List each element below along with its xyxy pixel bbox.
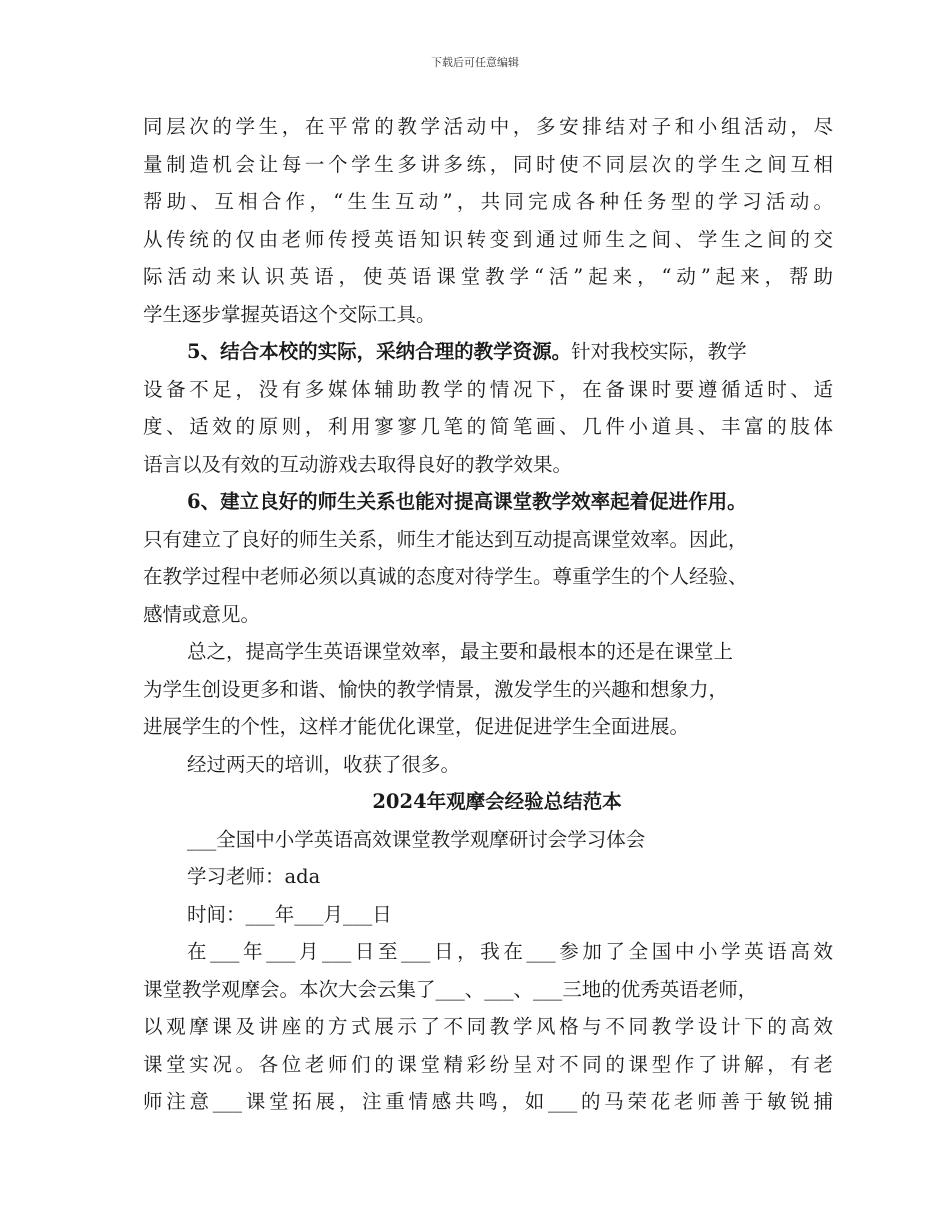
paragraph-line: 在___年___月___日至___日，我在___参加了全国中小学英语高效	[187, 940, 833, 963]
document-body	[143, 108, 833, 1121]
paragraph-line: 以观摩课及讲座的方式展示了不同教学风格与不同教学设计下的高效	[143, 1015, 833, 1038]
paragraph-line: 同层次的学生，在平常的教学活动中，多安排结对子和小组活动，尽	[143, 115, 833, 138]
paragraph-line: 感情或意见。	[143, 602, 261, 626]
point6-heading: 6、建立良好的师生关系也能对提高课堂教学效率起着促进作用。	[187, 490, 747, 513]
paragraph-line: 师注意___课堂拓展，注重情感共鸣，如___的马荣花老师善于敏锐捕	[143, 1090, 833, 1113]
paragraph-line: 从传统的仅由老师传授英语知识转变到通过师生之间、学生之间的交	[143, 227, 833, 251]
subtitle: ___全国中小学英语高效课堂教学观摩研讨会学习体会	[187, 827, 646, 851]
paragraph-line: 际活动来认识英语，使英语课堂教学“活”起来，“动”起来，帮助	[143, 265, 833, 288]
paragraph-line: 进展学生的个性，这样才能优化课堂，促进促进学生全面进展。	[143, 715, 690, 738]
paragraph-line: 语言以及有效的互动游戏去取得良好的教学效果。	[143, 452, 573, 476]
paragraph-line: 课堂实况。各位老师们的课堂精彩纷呈对不同的课型作了讲解，有老	[143, 1052, 833, 1076]
teacher-line: 学习老师：ada	[187, 865, 321, 888]
paragraph-line: 总之，提高学生英语课堂效率，最主要和最根本的还是在课堂上	[187, 640, 734, 663]
point5-text: 针对我校实际，教学	[571, 340, 747, 363]
closing-line: 经过两天的培训，收获了很多。	[187, 752, 461, 776]
paragraph-line: 课堂教学观摩会。本次大会云集了___、___、___三地的优秀英语老师，	[143, 977, 758, 1001]
time-line: 时间：___年___月___日	[187, 902, 392, 926]
page-header: 下载后可任意编辑	[431, 56, 519, 69]
paragraph-line: 为学生创设更多和谐、愉快的教学情景，激发学生的兴趣和想象力，	[143, 677, 729, 701]
paragraph-line: 设备不足，没有多媒体辅助教学的情况下，在备课时要遵循适时、适	[143, 377, 833, 401]
section-title: 2024年观摩会经验总结范本	[372, 790, 622, 813]
paragraph-line: 在教学过程中老师必须以真诚的态度对待学生。尊重学生的个人经验、	[143, 565, 748, 588]
paragraph-line: 只有建立了良好的师生关系，师生才能达到互动提高课堂效率。因此，	[143, 527, 748, 551]
point5-first-line	[143, 333, 833, 371]
paragraph-line: 量制造机会让每一个学生多讲多练，同时使不同层次的学生之间互相	[143, 152, 833, 176]
paragraph-line: 度、适效的原则，利用寥寥几笔的简笔画、几件小道具、丰富的肢体	[143, 415, 833, 438]
point5-heading: 5、结合本校的实际，采纳合理的教学资源。	[187, 340, 572, 363]
paragraph-line: 学生逐步掌握英语这个交际工具。	[143, 302, 436, 326]
paragraph-line: 帮助、互相合作，“生生互动”，共同完成各种任务型的学习活动。	[143, 190, 833, 213]
